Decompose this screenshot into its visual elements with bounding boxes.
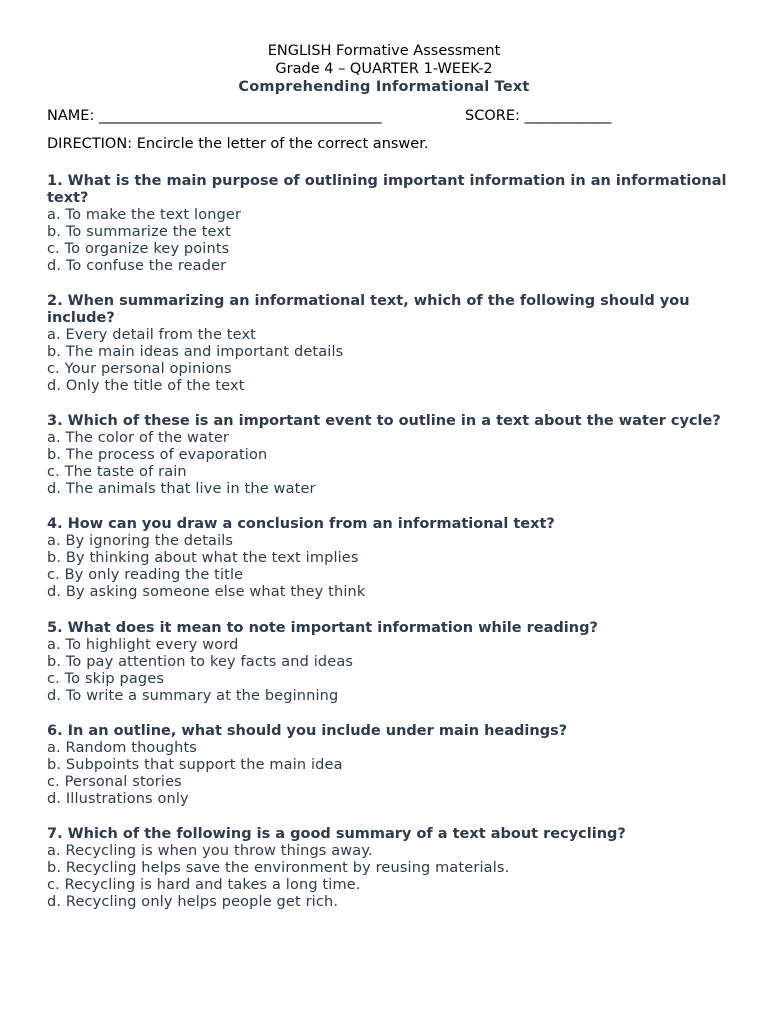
answer-option-a: a. Recycling is when you throw things away. (47, 843, 373, 860)
answer-option-d: d. Recycling only helps people get rich. (47, 894, 339, 911)
answer-option-d: d. By asking someone else what they think (47, 584, 366, 601)
answer-option-d: d. Only the title of the text (47, 377, 245, 394)
answer-option-d: d. Illustrations only (47, 790, 189, 807)
question-3 (47, 413, 727, 498)
score-field: SCORE: ____________ (465, 108, 612, 124)
answer-option-c: c. Personal stories (47, 773, 182, 790)
question-1 (47, 173, 727, 275)
direction-text: DIRECTION: Encircle the letter of the correct answer. (47, 136, 429, 152)
subject-title: Comprehending Informational Text (238, 79, 530, 95)
answer-option-c: c. By only reading the title (47, 567, 244, 584)
answer-option-b: b. To summarize the text (47, 223, 231, 240)
answer-option-c: c. To skip pages (47, 670, 165, 687)
question-text: 1. What is the main purpose of outlining important information in an informational text? (47, 173, 727, 206)
question-6 (47, 723, 727, 808)
answer-option-a: a. Every detail from the text (47, 326, 257, 343)
question-text: 3. Which of these is an important event to outline in a text about the water cycle? (47, 413, 721, 430)
answer-option-a: a. To highlight every word (47, 636, 239, 653)
grade-quarter-line: Grade 4 – QUARTER 1-WEEK-2 (275, 61, 493, 77)
answer-option-c: c. The taste of rain (47, 463, 187, 480)
answer-option-b: b. The main ideas and important details (47, 343, 344, 360)
answer-option-c: c. Your personal opinions (47, 360, 232, 377)
question-text: 4. How can you draw a conclusion from an informational text? (47, 516, 555, 533)
question-text: 7. Which of the following is a good summary of a text about recycling? (47, 826, 626, 843)
answer-option-a: a. By ignoring the details (47, 533, 234, 550)
question-4 (47, 516, 727, 601)
name-field: NAME: _______________________________________ (47, 108, 382, 124)
answer-option-b: b. Recycling helps save the environment by reusing materials. (47, 860, 510, 877)
answer-option-c: c. To organize key points (47, 240, 230, 257)
answer-option-d: d. To write a summary at the beginning (47, 687, 339, 704)
assessment-title: ENGLISH Formative Assessment (267, 43, 501, 59)
question-5 (47, 620, 727, 705)
question-7 (47, 826, 727, 911)
answer-option-a: a. To make the text longer (47, 206, 242, 223)
student-info-line (47, 107, 727, 125)
answer-option-c: c. Recycling is hard and takes a long time. (47, 877, 361, 894)
answer-option-b: b. The process of evaporation (47, 446, 268, 463)
question-text: 5. What does it mean to note important information while reading? (47, 619, 598, 636)
question-text: 6. In an outline, what should you include under main headings? (47, 723, 568, 740)
answer-option-b: b. Subpoints that support the main idea (47, 756, 343, 773)
answer-option-d: d. The animals that live in the water (47, 480, 316, 497)
answer-option-b: b. To pay attention to key facts and ideas (47, 653, 354, 670)
question-2 (47, 293, 727, 395)
document-header (0, 42, 768, 96)
answer-option-a: a. The color of the water (47, 429, 230, 446)
question-list (47, 173, 727, 930)
answer-option-b: b. By thinking about what the text implies (47, 550, 359, 567)
answer-option-a: a. Random thoughts (47, 739, 198, 756)
answer-option-d: d. To confuse the reader (47, 257, 227, 274)
question-text: 2. When summarizing an informational text, which of the following should you include? (47, 293, 690, 326)
